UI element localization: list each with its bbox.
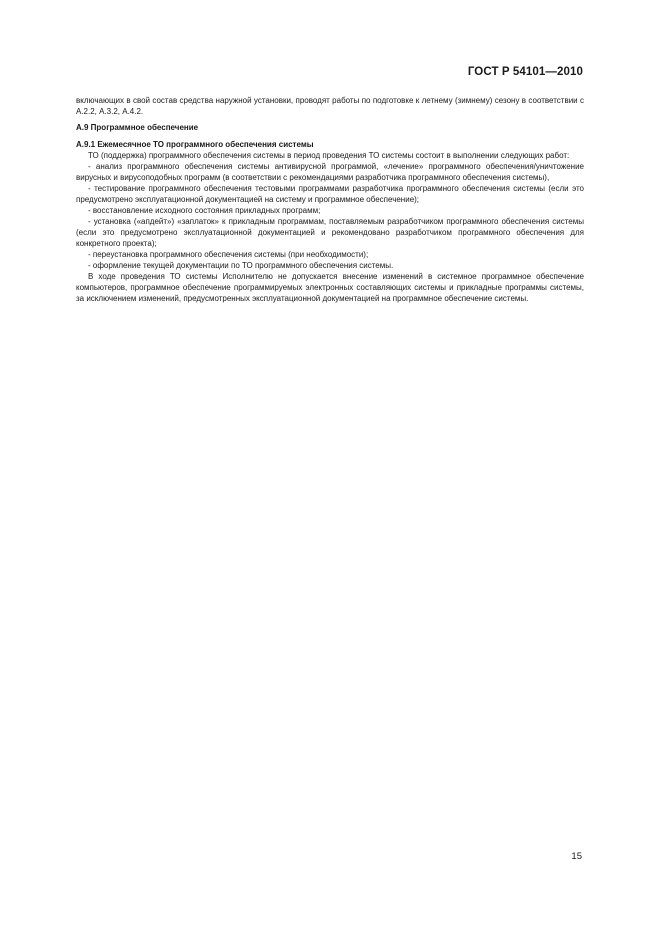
intro-paragraph: включающих в свой состав средства наружной установки, проводят работы по подготовке к летнему (зимнему) сезону в соответствии с А.2.2, А.3.2, А.4.2. — [76, 96, 584, 116]
list-item: - восстановление исходного состояния прикладных программ; — [88, 206, 321, 215]
page-number: 15 — [571, 851, 582, 862]
closing-paragraph: В ходе проведения ТО системы Исполнителю не допускается внесение изменений в системное программное обеспечение компьютеров, программное обеспечение программируемых электронных составляющих системы и прикладные программы системы, за исключением изменений, предусмотренных эксплуатационной документацией на программное обеспечение системы. — [76, 272, 584, 303]
list-item: - анализ программного обеспечения системы антивирусной программой, «лечение» программного обеспечения/уничтожение вирусных и вирусоподобных программ (в соответствии с рекомендациями разработчика программного обеспечения системы), — [76, 162, 584, 182]
document-body — [76, 95, 584, 304]
list-item: - установка («апдейт») «заплаток» к прикладным программам, поставляемым разработчиком программного обеспечения системы (если это предусмотрено эксплуатационной документацией и рекомендовано разработчиком программного обеспечения для конкретного проекта); — [76, 217, 584, 248]
document-standard-header: ГОСТ Р 54101—2010 — [467, 66, 583, 78]
list-item: - тестирование программного обеспечения тестовыми программами разработчика программного обеспечения системы (если это предусмотрено эксплуатационной документацией на систему и программное обеспечение); — [76, 184, 584, 204]
section-heading: А.9 Программное обеспечение — [76, 123, 199, 132]
lead-paragraph: ТО (поддержка) программного обеспечения системы в период проведения ТО системы состоит в выполнении следующих работ: — [88, 151, 570, 160]
subsection-heading: А.9.1 Ежемесячное ТО программного обеспечения системы — [76, 140, 314, 149]
list-item: - оформление текущей документации по ТО программного обеспечения системы. — [88, 261, 394, 270]
list-item: - переустановка программного обеспечения системы (при необходимости); — [88, 250, 369, 259]
